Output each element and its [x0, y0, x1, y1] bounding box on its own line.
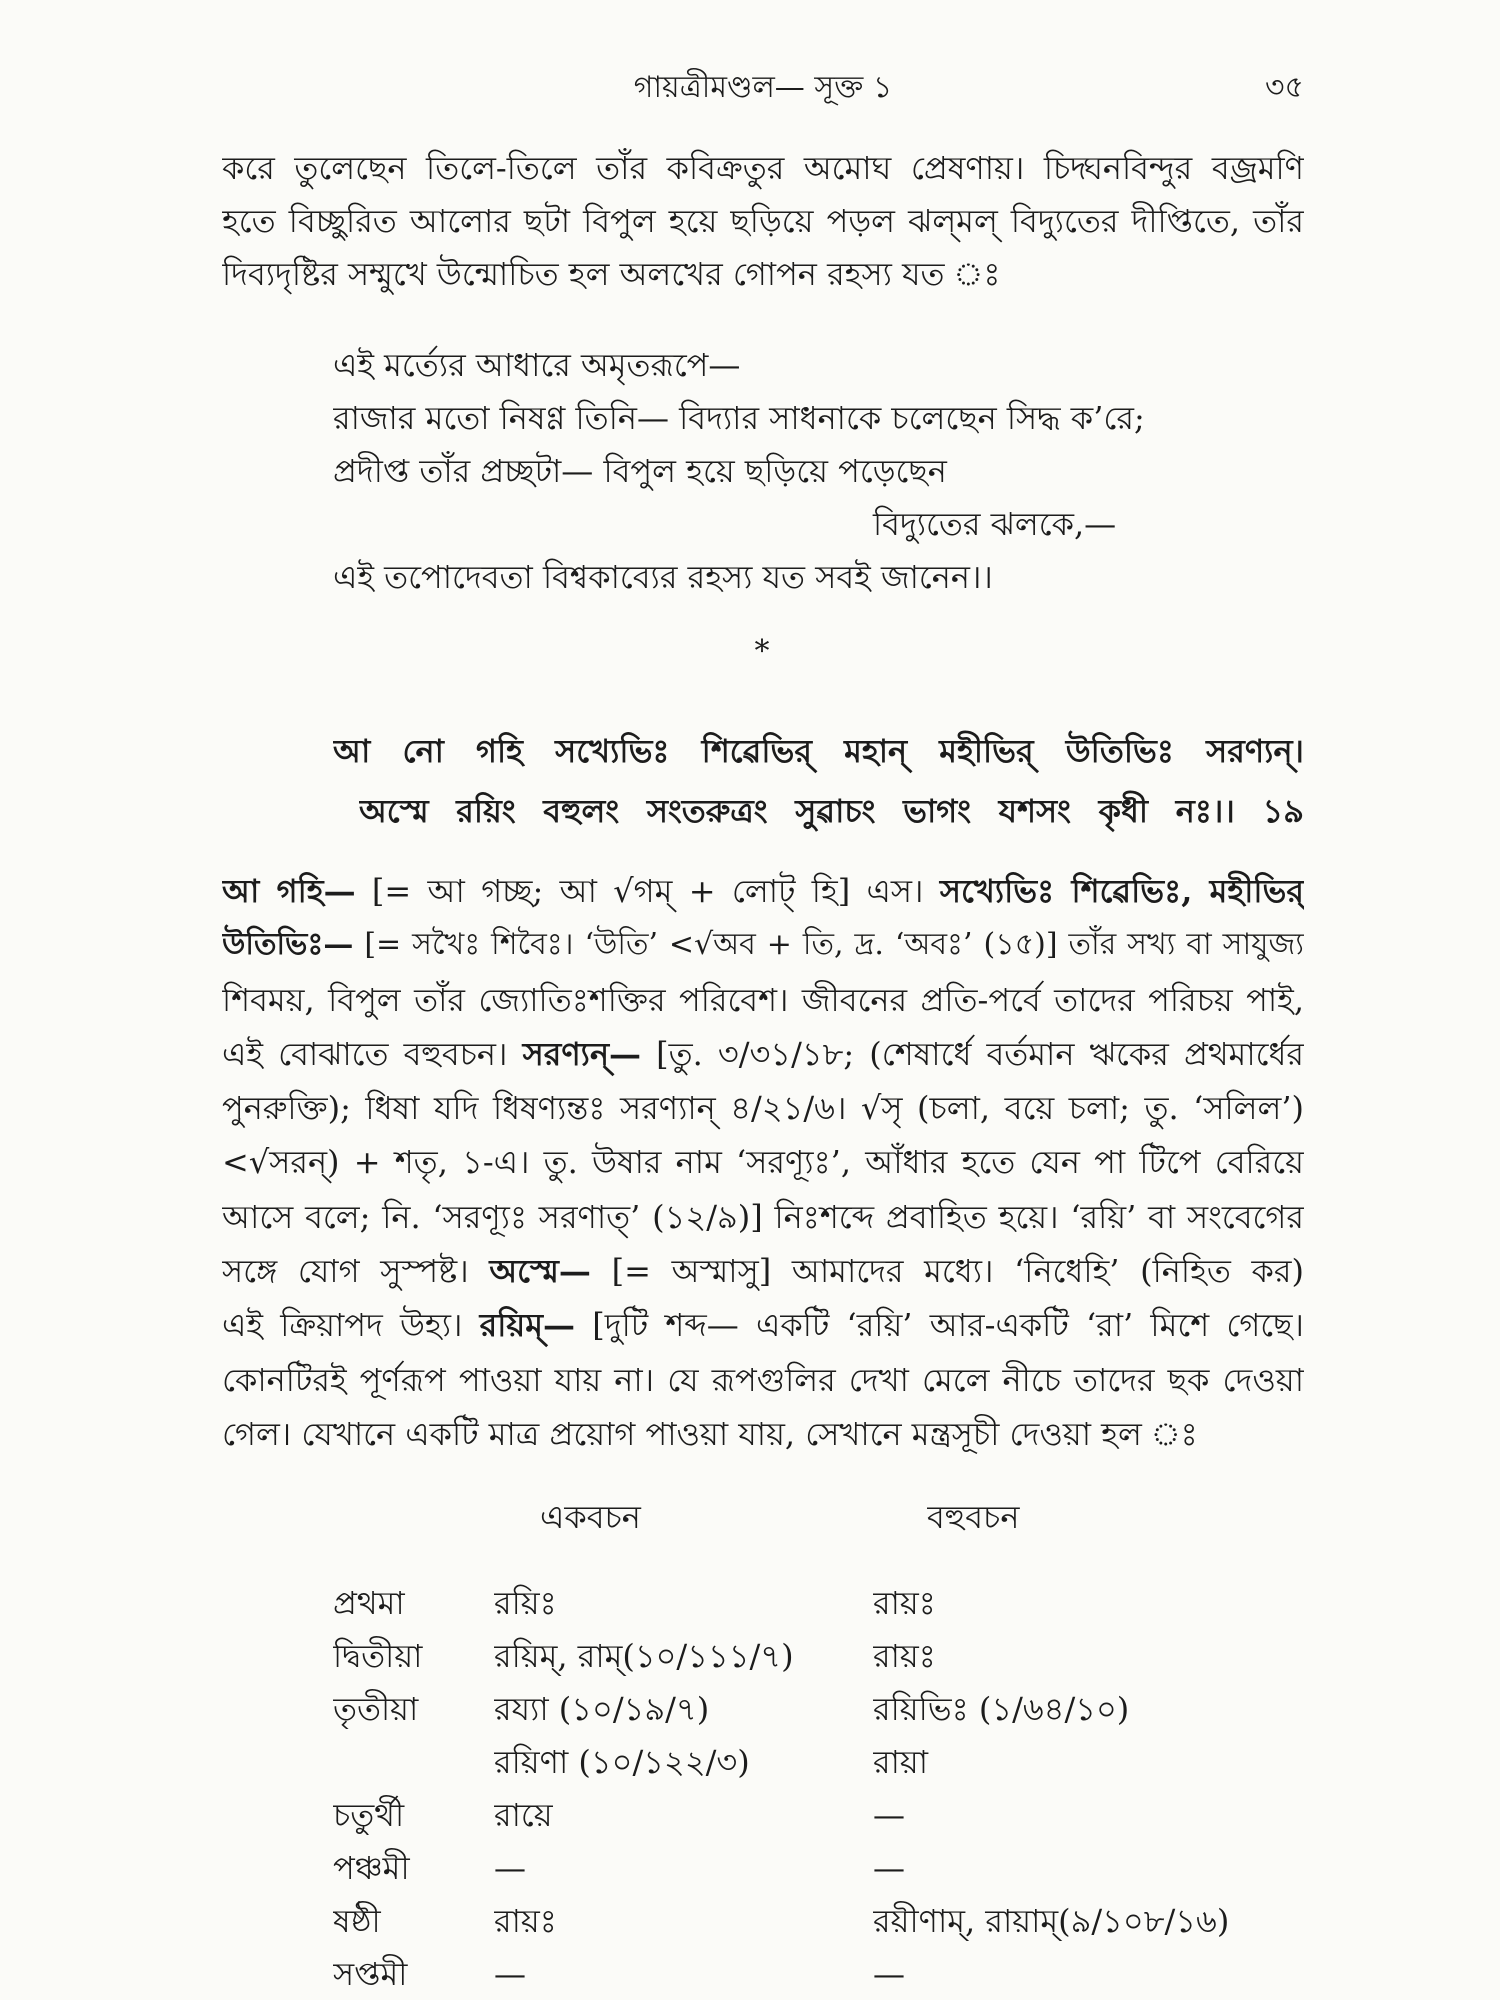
table-row	[0, 1954, 1500, 2000]
commentary-line	[222, 1027, 1304, 1081]
commentary-text: কোনটিরই পূর্ণরূপ পাওয়া যায় না। যে রূপগুলির দেখা মেলে নীচে তাদের ছক দেওয়া	[222, 1360, 1304, 1399]
case-label: পঞ্চমী	[333, 1849, 410, 1887]
commentary-line	[222, 1081, 1304, 1135]
case-label: ষষ্ঠী	[333, 1902, 381, 1940]
mantra-block	[333, 721, 1304, 841]
commentary-text: পুনরুক্তি); ধিষা যদি ধিষণ্যন্তঃ সরণ্যান্ ৪/২১/৬। √সৃ (চলা, বয়ে চলা; তু. ‘সলিল’)	[222, 1089, 1304, 1128]
commentary-term: উতিভিঃ—	[222, 927, 354, 963]
intro-line: দিব্যদৃষ্টির সম্মুখে উন্মোচিত হল অলখের গোপন রহস্য যত ঃ	[222, 255, 1001, 293]
case-label: তৃতীয়া	[333, 1690, 419, 1728]
mantra-line: অস্মে রয়িং বহুলং সংতরুত্রং সুৱাচং ভাগং যশসং কৃধী নঃ।। ১৯	[359, 792, 1304, 830]
singular-form: রায়ঃ	[494, 1902, 557, 1940]
commentary-line	[222, 1135, 1304, 1189]
commentary-term: রয়িম্—	[479, 1306, 576, 1345]
singular-form: —	[494, 1849, 526, 1887]
plural-form: রায়া	[873, 1743, 929, 1781]
verse-line: বিদ্যুতের ঝলকে,—	[873, 505, 1117, 543]
table-row	[0, 1848, 1500, 1901]
singular-form: রয়িম্, রাম্(১০/১১১/৭)	[494, 1637, 794, 1675]
plural-form: —	[873, 1796, 905, 1834]
table-row	[0, 1901, 1500, 1954]
commentary-text: গেল। যেখানে একটি মাত্র প্রয়োগ পাওয়া যায়, সেখানে মন্ত্রসূচী দেওয়া হল ঃ	[222, 1414, 1198, 1453]
plural-form: রায়ঃ	[873, 1584, 936, 1622]
commentary-term: আ গহি—	[222, 872, 356, 910]
table-row	[0, 1742, 1500, 1795]
intro-paragraph	[222, 142, 1304, 301]
commentary-text: [তু. ৩/৩১/১৮; (শেষার্ধে বর্তমান ঋকের প্রথমার্ধের	[641, 1034, 1304, 1073]
table-row	[0, 1689, 1500, 1742]
commentary-line	[222, 973, 1304, 1027]
running-header-title: গায়ত্রীমণ্ডল— সূক্ত ১	[633, 70, 893, 105]
commentary-text: এই বোঝাতে বহুবচন।	[222, 1034, 523, 1073]
commentary-line	[222, 1353, 1304, 1407]
commentary-paragraph	[222, 864, 1304, 1461]
table-row	[0, 1636, 1500, 1689]
case-label: প্রথমা	[333, 1584, 405, 1622]
commentary-text: [= সখৈঃ শিবৈঃ। ‘উতি’ <√অব + তি, দ্র. ‘অবঃ’ (১৫)] তাঁর সখ্য বা সাযুজ্য	[353, 927, 1304, 963]
commentary-line	[222, 1244, 1304, 1298]
plural-form: —	[873, 1849, 905, 1887]
plural-form: রয়ীণাম্, রায়াম্(৯/১০৮/১৬)	[873, 1902, 1230, 1940]
commentary-line	[222, 1298, 1304, 1352]
plural-form: রায়ঃ	[873, 1637, 936, 1675]
singular-form: রায়ে	[494, 1796, 553, 1834]
table-row	[0, 1795, 1500, 1848]
commentary-text: [= অস্মাসু] আমাদের মধ্যে। ‘নিধেহি’ (নিহিত কর)	[590, 1252, 1304, 1291]
plural-form: রয়িভিঃ (১/৬৪/১০)	[873, 1690, 1130, 1728]
commentary-text: <√সরন্) + শতৃ, ১-এ। তু. উষার নাম ‘সরণ্যূঃ’, আঁধার হতে যেন পা টিপে বেরিয়ে	[222, 1143, 1304, 1182]
commentary-text: [দুটি শব্দ— একটি ‘রয়ি’ আর-একটি ‘রা’ মিশে গেছে।	[575, 1306, 1304, 1345]
commentary-line	[222, 918, 1304, 972]
table-header-plural: বহুবচন	[927, 1498, 1020, 1536]
commentary-line	[222, 1190, 1304, 1244]
case-label	[333, 1742, 488, 1782]
verse-line: প্রদীপ্ত তাঁর প্রচ্ছটা— বিপুল হয়ে ছড়িয়ে পড়েছেন	[333, 452, 947, 490]
commentary-line	[222, 864, 1304, 918]
verse-line: এই মর্ত্যের আধারে অমৃতরূপে—	[333, 346, 741, 384]
verse-translation	[333, 339, 1293, 604]
commentary-text: [= আ গচ্ছ; আ √গম্ + লোট্ হি] এস।	[355, 872, 940, 910]
table-header-singular: একবচন	[540, 1498, 641, 1536]
commentary-text: এই ক্রিয়াপদ উহ্য।	[222, 1306, 480, 1345]
commentary-term: অস্মে—	[489, 1252, 591, 1291]
singular-form: রয়িঃ	[494, 1584, 557, 1622]
singular-form: —	[494, 1955, 526, 1993]
plural-form: —	[873, 1955, 905, 1993]
commentary-line	[222, 1407, 1304, 1461]
mantra-line: আ নো গহি সখ্যেভিঃ শিৱেভির্ মহান্ মহীভির্ উতিভিঃ সরণ্যন্।	[333, 732, 1304, 770]
commentary-text: আসে বলে; নি. ‘সরণ্যূঃ সরণাত্’ (১২/৯)] নিঃশব্দে প্রবাহিত হয়ে। ‘রয়ি’ বা সংবেগের	[222, 1197, 1304, 1236]
section-separator: *	[754, 634, 770, 669]
verse-line: রাজার মতো নিষণ্ণ তিনি— বিদ্যার সাধনাকে চলেছেন সিদ্ধ ক’রে;	[333, 399, 1145, 437]
commentary-term: সরণ্যন্—	[522, 1034, 642, 1073]
intro-line: করে তুলেছেন তিলে-তিলে তাঁর কবিক্রতুর অমোঘ প্রেষণায়। চিদ্ঘনবিন্দুর বজ্রমণি	[222, 149, 1304, 187]
verse-line: এই তপোদেবতা বিশ্বকাব্যের রহস্য যত সবই জানেন।।	[333, 558, 993, 596]
case-label: সপ্তমী	[333, 1955, 408, 1993]
commentary-text: শিবময়, বিপুল তাঁর জ্যোতিঃশক্তির পরিবেশ। জীবনের প্রতি-পর্বে তাদের পরিচয় পাই,	[222, 980, 1304, 1019]
commentary-text: সঙ্গে যোগ সুস্পষ্ট।	[222, 1252, 490, 1291]
table-row	[0, 1583, 1500, 1636]
intro-line: হতে বিচ্ছুরিত আলোর ছটা বিপুল হয়ে ছড়িয়ে পড়ল ঝল্‌মল্ বিদ্যুতের দীপ্তিতে, তাঁর	[222, 202, 1304, 240]
singular-form: রয্যা (১০/১৯/৭)	[494, 1690, 710, 1728]
declension-table	[0, 1583, 1500, 2000]
singular-form: রয়িণা (১০/১২২/৩)	[494, 1743, 750, 1781]
case-label: দ্বিতীয়া	[333, 1637, 423, 1675]
commentary-term: সখ্যেভিঃ শিৱেভিঃ, মহীভির্	[939, 872, 1304, 910]
page-number: ৩৫	[1265, 70, 1304, 105]
case-label: চতুর্থী	[333, 1796, 405, 1834]
